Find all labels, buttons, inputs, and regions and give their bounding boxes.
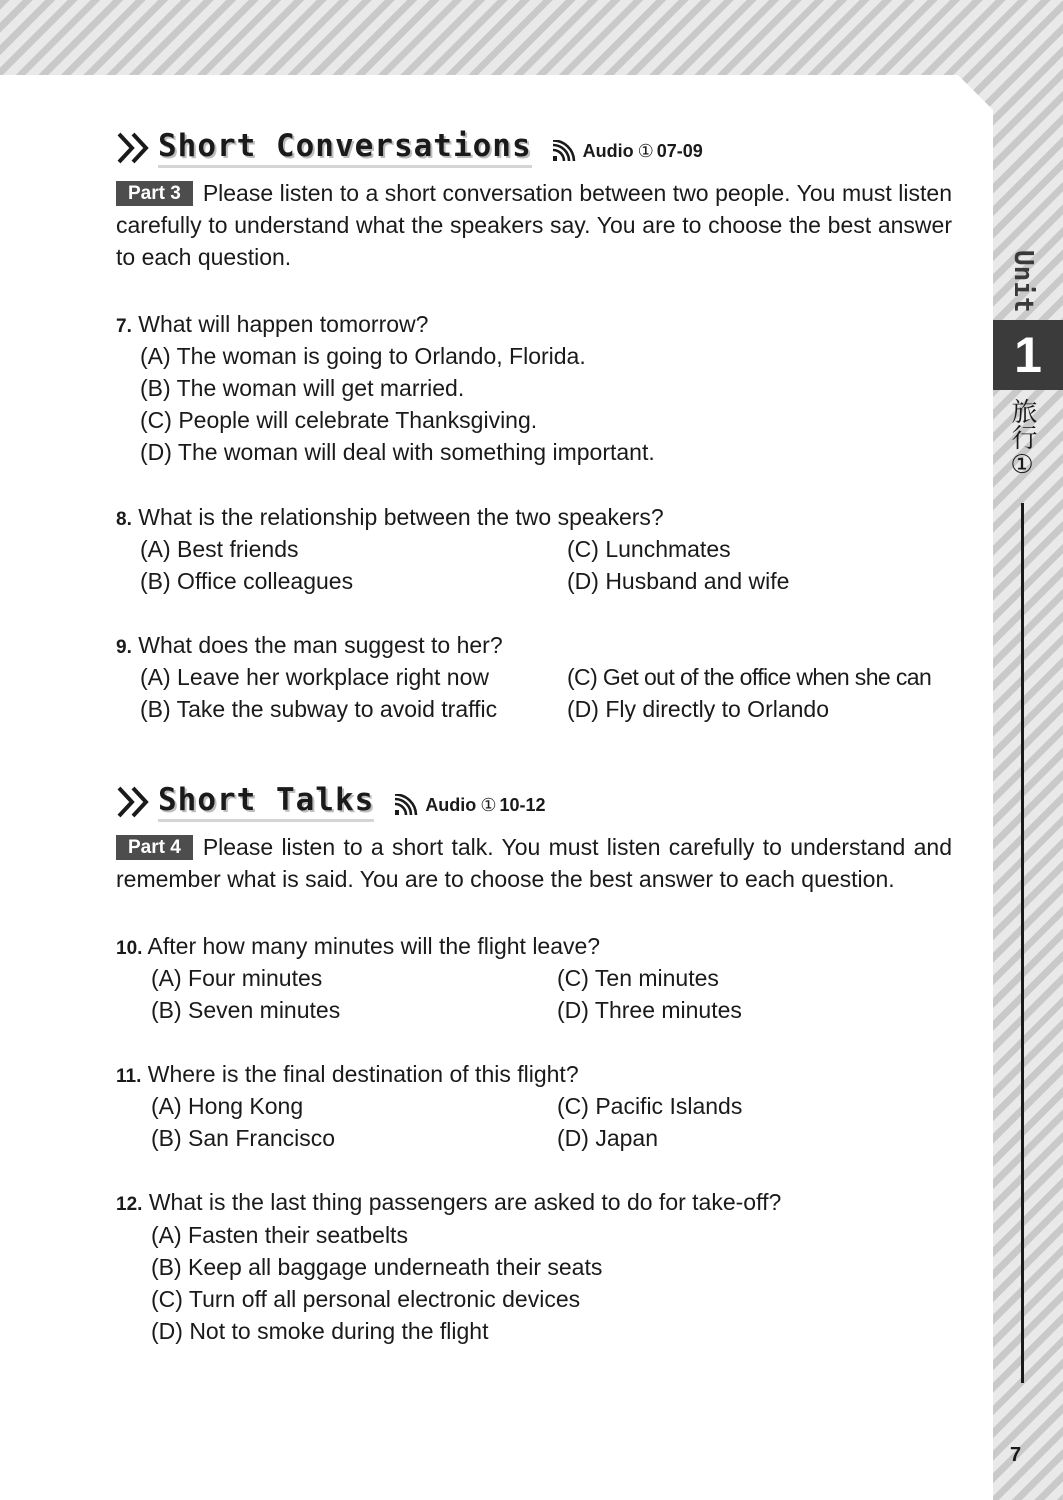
question-11 (116, 1058, 966, 1093)
question-12 (116, 1186, 966, 1221)
question-number: 12. (116, 1194, 143, 1215)
answer-option: (C) Pacific Islands (557, 1093, 743, 1119)
section-instructions (116, 831, 952, 895)
question-9 (116, 629, 966, 664)
answer-option: (A) Hong Kong (151, 1093, 304, 1119)
page-number: 7 (1010, 1444, 1022, 1466)
answer-option: (A) Fasten their seatbelts (151, 1222, 408, 1248)
answer-option: (B) San Francisco (151, 1125, 336, 1151)
double-chevron-icon (116, 785, 152, 819)
unit-label: Unit (1008, 250, 1038, 313)
sidebar-divider-line (1021, 503, 1024, 1383)
question-number: 10. (116, 938, 143, 959)
audio-label: Audio (582, 140, 634, 161)
answer-option: (A) Best friends (140, 536, 299, 562)
question-number: 9. (116, 637, 132, 658)
answer-option: (D) Fly directly to Orlando (567, 696, 830, 722)
answer-option: (D) Three minutes (557, 997, 742, 1023)
audio-reference (394, 794, 545, 816)
answer-option: (B) The woman will get married. (140, 375, 465, 401)
instructions-text: Please listen to a short talk. You must listen carefully to understand and remember what is said. You are to choose the best answer to each question. (116, 834, 952, 892)
section-header-short-talks (116, 782, 546, 822)
question-text: What is the last thing passengers are asked to do for take-off? (148, 1189, 782, 1215)
section-title: Short Conversations (158, 128, 532, 168)
answer-option: (C) Ten minutes (557, 965, 719, 991)
unit-topic: 旅行① (1007, 398, 1037, 480)
question-10 (116, 930, 966, 965)
question-7 (116, 308, 966, 343)
part-badge: Part 4 (116, 835, 193, 860)
question-8 (116, 501, 966, 536)
answer-option: (D) Japan (557, 1125, 658, 1151)
answer-option: (D) The woman will deal with something important. (140, 439, 655, 465)
audio-tracks: 07-09 (656, 140, 703, 161)
answer-option: (B) Seven minutes (151, 997, 341, 1023)
question-number: 7. (116, 316, 132, 337)
section-header-short-conversations (116, 128, 703, 168)
answer-option: (A) Four minutes (151, 965, 323, 991)
unit-number-badge: 1 (993, 320, 1063, 390)
question-text: What is the relationship between the two speakers? (138, 504, 664, 530)
part-badge: Part 3 (116, 181, 193, 206)
question-number: 8. (116, 509, 132, 530)
question-text: What will happen tomorrow? (138, 311, 429, 337)
audio-reference (552, 140, 703, 162)
instructions-text: Please listen to a short conversation between two people. You must listen carefully to understand what the speakers say. You are to choose the best answer to each question. (116, 180, 952, 270)
answer-option: (B) Take the subway to avoid traffic (140, 696, 498, 722)
answer-option: (D) Husband and wife (567, 568, 790, 594)
section-instructions (116, 177, 952, 273)
question-text: After how many minutes will the flight leave? (147, 933, 601, 959)
answer-option: (C) Lunchmates (567, 536, 731, 562)
answer-option: (A) Leave her workplace right now (140, 664, 489, 690)
answer-option: (C) People will celebrate Thanksgiving. (140, 407, 538, 433)
double-chevron-icon (116, 131, 152, 165)
answer-option: (B) Office colleagues (140, 568, 354, 594)
audio-label: Audio (425, 794, 477, 815)
audio-wave-icon (394, 794, 420, 816)
audio-wave-icon (552, 140, 578, 162)
question-text: Where is the final destination of this flight? (147, 1061, 579, 1087)
answer-option: (D) Not to smoke during the flight (151, 1318, 489, 1344)
question-number: 11. (116, 1066, 142, 1087)
answer-option: (A) The woman is going to Orlando, Florida. (140, 343, 586, 369)
audio-disc-number: ① (637, 140, 654, 162)
answer-option: (B) Keep all baggage underneath their seats (151, 1254, 603, 1280)
audio-tracks: 10-12 (499, 794, 546, 815)
section-title: Short Talks (158, 782, 374, 822)
audio-disc-number: ① (480, 794, 497, 816)
answer-option: (C) Turn off all personal electronic devices (151, 1286, 581, 1312)
question-text: What does the man suggest to her? (138, 632, 503, 658)
answer-option: (C) Get out of the office when she can (567, 664, 932, 690)
